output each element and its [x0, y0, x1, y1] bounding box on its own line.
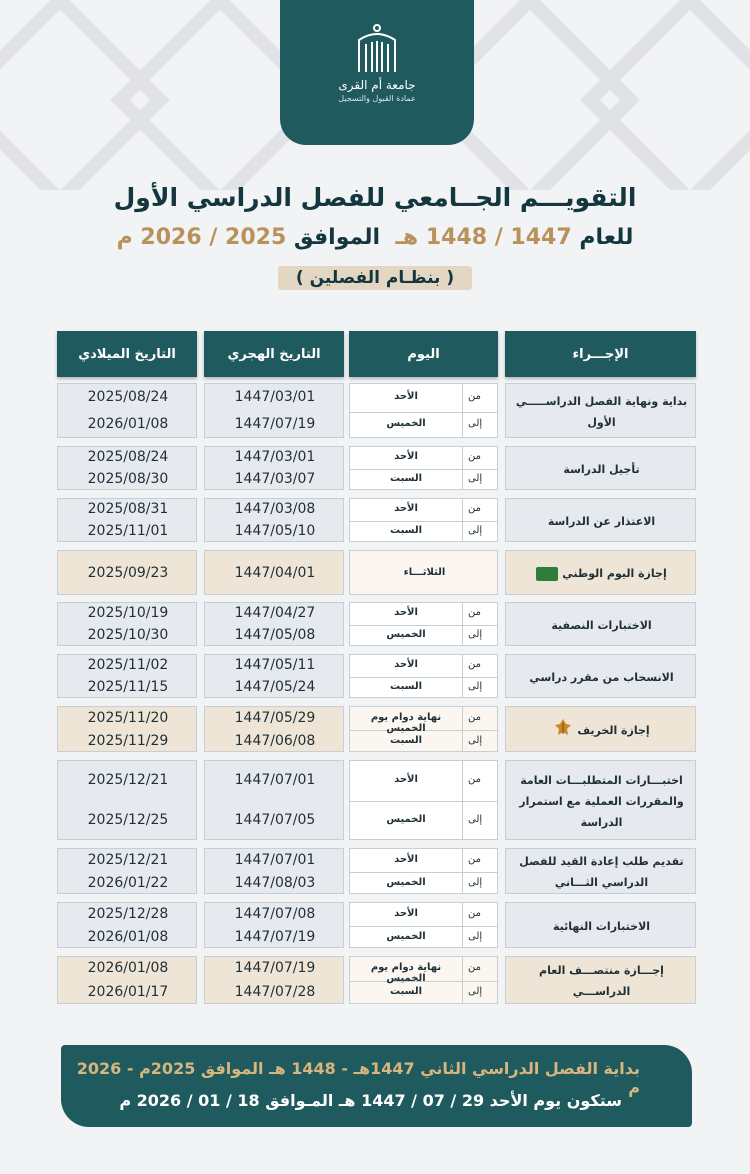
from-label: من — [468, 907, 481, 919]
action-text — [506, 384, 697, 439]
end-day: السبت — [389, 525, 423, 536]
action-text — [506, 707, 697, 753]
to-label: إلى — [468, 418, 483, 430]
hijri-date: 1447/07/01 — [234, 772, 316, 788]
hijri-date: 1447/07/28 — [234, 984, 316, 1000]
day-divider — [350, 412, 497, 413]
to-label: إلى — [468, 986, 483, 997]
hijri-date: 1447/07/05 — [234, 812, 316, 828]
end-day: السبت — [389, 986, 423, 997]
action-text — [506, 551, 697, 596]
end-day: السبت — [389, 681, 423, 692]
hijri-date-cell — [204, 550, 344, 595]
hijri-date: 1447/03/07 — [234, 471, 316, 487]
hijri-date-cell — [204, 654, 344, 698]
start-day: الأحد — [394, 390, 418, 402]
gregorian-date: 2026/01/17 — [87, 984, 169, 1000]
start-day: الأحد — [394, 907, 418, 919]
start-day: الأحد — [394, 774, 418, 785]
start-day: نهاية دوام يوم الخميس — [370, 962, 442, 984]
from-label: من — [468, 853, 481, 865]
day-cell — [349, 848, 498, 894]
start-day: الأحد — [394, 607, 418, 618]
hijri-date: 1447/07/19 — [234, 928, 316, 945]
day-divider — [350, 872, 497, 873]
gregorian-date: 2025/12/21 — [87, 851, 169, 868]
day-cell — [349, 446, 498, 490]
gregorian-date-cell — [57, 383, 197, 438]
action-label: الاختبارات النهائية — [552, 919, 651, 933]
from-label: من — [468, 503, 481, 514]
hijri-date: 1447/08/03 — [234, 874, 316, 891]
hijri-date: 1447/05/24 — [234, 679, 316, 695]
hijri-date: 1447/05/11 — [234, 657, 316, 673]
action-label: الانسحاب من مقرر دراسي — [529, 670, 674, 684]
hijri-date: 1447/05/08 — [234, 627, 316, 643]
hijri-suffix: هـ — [395, 225, 419, 250]
gregorian-date-cell — [57, 706, 197, 752]
day-cell — [349, 550, 498, 595]
to-label: إلى — [468, 473, 483, 484]
from-label: من — [468, 659, 481, 670]
action-label: تقديم طلب إعادة القيد للفصل الدراسي الثـــاني — [519, 855, 684, 889]
gregorian-date-cell — [57, 602, 197, 646]
day-separator — [462, 603, 463, 645]
gregorian-date-cell — [57, 446, 197, 490]
gregorian-date: 2025/12/25 — [87, 812, 169, 828]
day-divider — [350, 801, 497, 802]
action-cell — [505, 602, 696, 646]
to-label: إلى — [468, 525, 483, 536]
gregorian-date-cell — [57, 956, 197, 1004]
action-cell — [505, 902, 696, 948]
day-cell — [349, 602, 498, 646]
day-separator — [462, 849, 463, 893]
action-label: إجازة اليوم الوطني — [562, 567, 667, 580]
to-label: إلى — [468, 629, 483, 640]
end-day: الخميس — [386, 876, 426, 888]
day-separator — [462, 655, 463, 697]
column-header-gregorian: التاريخ الميلادي — [57, 331, 197, 377]
gregorian-date-cell — [57, 654, 197, 698]
day-separator — [462, 761, 463, 839]
day-cell — [349, 498, 498, 542]
gregorian-date: 2025/11/20 — [87, 709, 169, 726]
to-label: إلى — [468, 876, 483, 888]
end-day: الخميس — [386, 930, 426, 942]
start-day: الأحد — [394, 503, 418, 514]
action-cell — [505, 498, 696, 542]
hijri-date: 1447/06/08 — [234, 732, 316, 749]
day-divider — [350, 677, 497, 678]
gregorian-date: 2026/01/08 — [87, 928, 169, 945]
action-text — [506, 761, 697, 841]
end-day: الخميس — [386, 629, 426, 640]
page-title: التقويـــم الجــامعي للفصل الدراسي الأول — [113, 183, 637, 212]
hijri-date: 1447/05/29 — [234, 709, 316, 726]
gregorian-date: 2025/08/24 — [87, 449, 169, 465]
gregorian-date: 2025/12/21 — [87, 772, 169, 788]
action-text — [506, 957, 697, 1005]
end-day: السبت — [389, 734, 423, 746]
day-cell — [349, 706, 498, 752]
gregorian-date: 2025/08/31 — [87, 501, 169, 517]
gregorian-date-cell — [57, 550, 197, 595]
action-label: بداية ونهاية الفصل الدراســـــي الأول — [515, 394, 688, 429]
to-label: إلى — [468, 681, 483, 692]
day-cell — [349, 902, 498, 948]
gregorian-date-cell — [57, 498, 197, 542]
hijri-date-cell — [204, 706, 344, 752]
saudi-flag-icon — [536, 567, 558, 581]
gregorian-year: 2025 / 2026 — [140, 225, 287, 250]
year-prefix: للعام — [579, 225, 634, 250]
gregorian-date-cell — [57, 902, 197, 948]
day-separator — [462, 499, 463, 541]
day-divider — [350, 625, 497, 626]
gregorian-date-cell — [57, 848, 197, 894]
gregorian-date: 2025/09/23 — [87, 564, 169, 581]
action-text — [506, 499, 697, 543]
hijri-date: 1447/03/08 — [234, 501, 316, 517]
action-label: الاختبارات النصفية — [551, 618, 652, 632]
gregorian-date: 2025/11/01 — [87, 523, 169, 539]
banner-line-2: ستكون يوم الأحد 29 / 07 / 1447 هـ المـوافق 18 / 01 / 2026 م — [119, 1091, 622, 1110]
action-label: تأجيل الدراسة — [563, 462, 640, 476]
gregorian-date: 2025/12/28 — [87, 905, 169, 922]
system-subtitle: ( بنظـام الفصلين ) — [278, 266, 472, 290]
column-header-hijri: التاريخ الهجري — [204, 331, 344, 377]
hijri-date-cell — [204, 956, 344, 1004]
from-label: من — [468, 962, 481, 973]
start-day: الأحد — [394, 451, 418, 462]
day-cell — [349, 956, 498, 1004]
action-label: اختبـــارات المتطلبـــات العامة والمقررات العملية مع استمرار الدراسة — [519, 773, 684, 829]
gregorian-date: 2025/08/30 — [87, 471, 169, 487]
gregorian-date: 2025/10/19 — [87, 605, 169, 621]
from-label: من — [468, 607, 481, 618]
column-header-action: الإجـــراء — [505, 331, 696, 377]
day-separator — [462, 707, 463, 751]
column-header-day: اليوم — [349, 331, 498, 377]
hijri-date: 1447/07/19 — [234, 416, 316, 433]
to-label: إلى — [468, 814, 483, 825]
hijri-date: 1447/07/01 — [234, 851, 316, 868]
action-cell — [505, 706, 696, 752]
action-text — [506, 903, 697, 949]
action-cell — [505, 654, 696, 698]
corresponding-label: الموافق — [293, 225, 381, 250]
action-cell — [505, 848, 696, 894]
day-divider — [350, 521, 497, 522]
gregorian-date: 2026/01/22 — [87, 874, 169, 891]
day-separator — [462, 384, 463, 437]
action-label: إجـــازة منتصـــف العام الدراســـي — [539, 964, 664, 998]
university-logo-badge — [280, 0, 474, 145]
day-cell — [349, 760, 498, 840]
hijri-date: 1447/03/01 — [234, 388, 316, 405]
action-cell — [505, 383, 696, 438]
action-cell — [505, 956, 696, 1004]
day-divider — [350, 469, 497, 470]
action-cell — [505, 760, 696, 840]
academic-year-line — [0, 220, 750, 256]
day-separator — [462, 903, 463, 947]
gregorian-date-cell — [57, 760, 197, 840]
hijri-year: 1447 / 1448 — [425, 225, 572, 250]
gregorian-date: 2025/10/30 — [87, 627, 169, 643]
action-label: إجازة الخريف — [577, 723, 650, 737]
action-text — [506, 655, 697, 699]
hijri-date: 1447/03/01 — [234, 449, 316, 465]
banner-line-1: بداية الفصل الدراسي الثاني 1447هـ - 1448 هـ الموافق 2025م - 2026 م — [76, 1059, 640, 1097]
gregorian-date: 2025/11/29 — [87, 732, 169, 749]
to-label: إلى — [468, 930, 483, 942]
action-cell — [505, 446, 696, 490]
hijri-date-cell — [204, 760, 344, 840]
start-day: الأحد — [394, 853, 418, 865]
hijri-date-cell — [204, 498, 344, 542]
hijri-date: 1447/07/08 — [234, 905, 316, 922]
hijri-date-cell — [204, 446, 344, 490]
gregorian-suffix: م — [116, 225, 133, 250]
title-block — [0, 178, 750, 290]
day-separator — [462, 957, 463, 1003]
action-text — [506, 603, 697, 647]
from-label: من — [468, 711, 481, 723]
hijri-date: 1447/05/10 — [234, 523, 316, 539]
hijri-date-cell — [204, 902, 344, 948]
hijri-date-cell — [204, 602, 344, 646]
action-label: الاعتذار عن الدراسة — [547, 514, 656, 528]
start-day: نهاية دوام يوم الخميس — [370, 711, 442, 734]
hijri-date-cell — [204, 848, 344, 894]
action-cell — [505, 550, 696, 595]
hijri-date: 1447/04/27 — [234, 605, 316, 621]
gregorian-date: 2025/11/02 — [87, 657, 169, 673]
day-separator — [462, 447, 463, 489]
from-label: من — [468, 774, 481, 785]
to-label: إلى — [468, 734, 483, 746]
day-cell — [349, 654, 498, 698]
day-divider — [350, 926, 497, 927]
from-label: من — [468, 451, 481, 462]
action-text — [506, 849, 697, 895]
day-name: الثلاثـــاء — [403, 566, 446, 578]
hijri-date: 1447/07/19 — [234, 960, 316, 976]
action-text — [506, 447, 697, 491]
end-day: السبت — [389, 473, 423, 484]
day-cell — [349, 383, 498, 438]
autumn-leaves-icon — [553, 717, 573, 744]
gregorian-date: 2026/01/08 — [87, 960, 169, 976]
gregorian-date: 2026/01/08 — [87, 416, 169, 433]
end-day: الخميس — [386, 814, 426, 825]
deanship-name: عمادة القبول والتسجيل — [338, 94, 416, 103]
start-day: الأحد — [394, 659, 418, 670]
from-label: من — [468, 390, 481, 402]
end-day: الخميس — [386, 418, 426, 430]
university-logo-icon — [351, 22, 403, 74]
gregorian-date: 2025/08/24 — [87, 388, 169, 405]
gregorian-date: 2025/11/15 — [87, 679, 169, 695]
second-semester-banner — [61, 1045, 692, 1127]
hijri-date-cell — [204, 383, 344, 438]
hijri-date: 1447/04/01 — [234, 564, 316, 581]
university-name: جامعة أم القرى — [338, 78, 416, 92]
